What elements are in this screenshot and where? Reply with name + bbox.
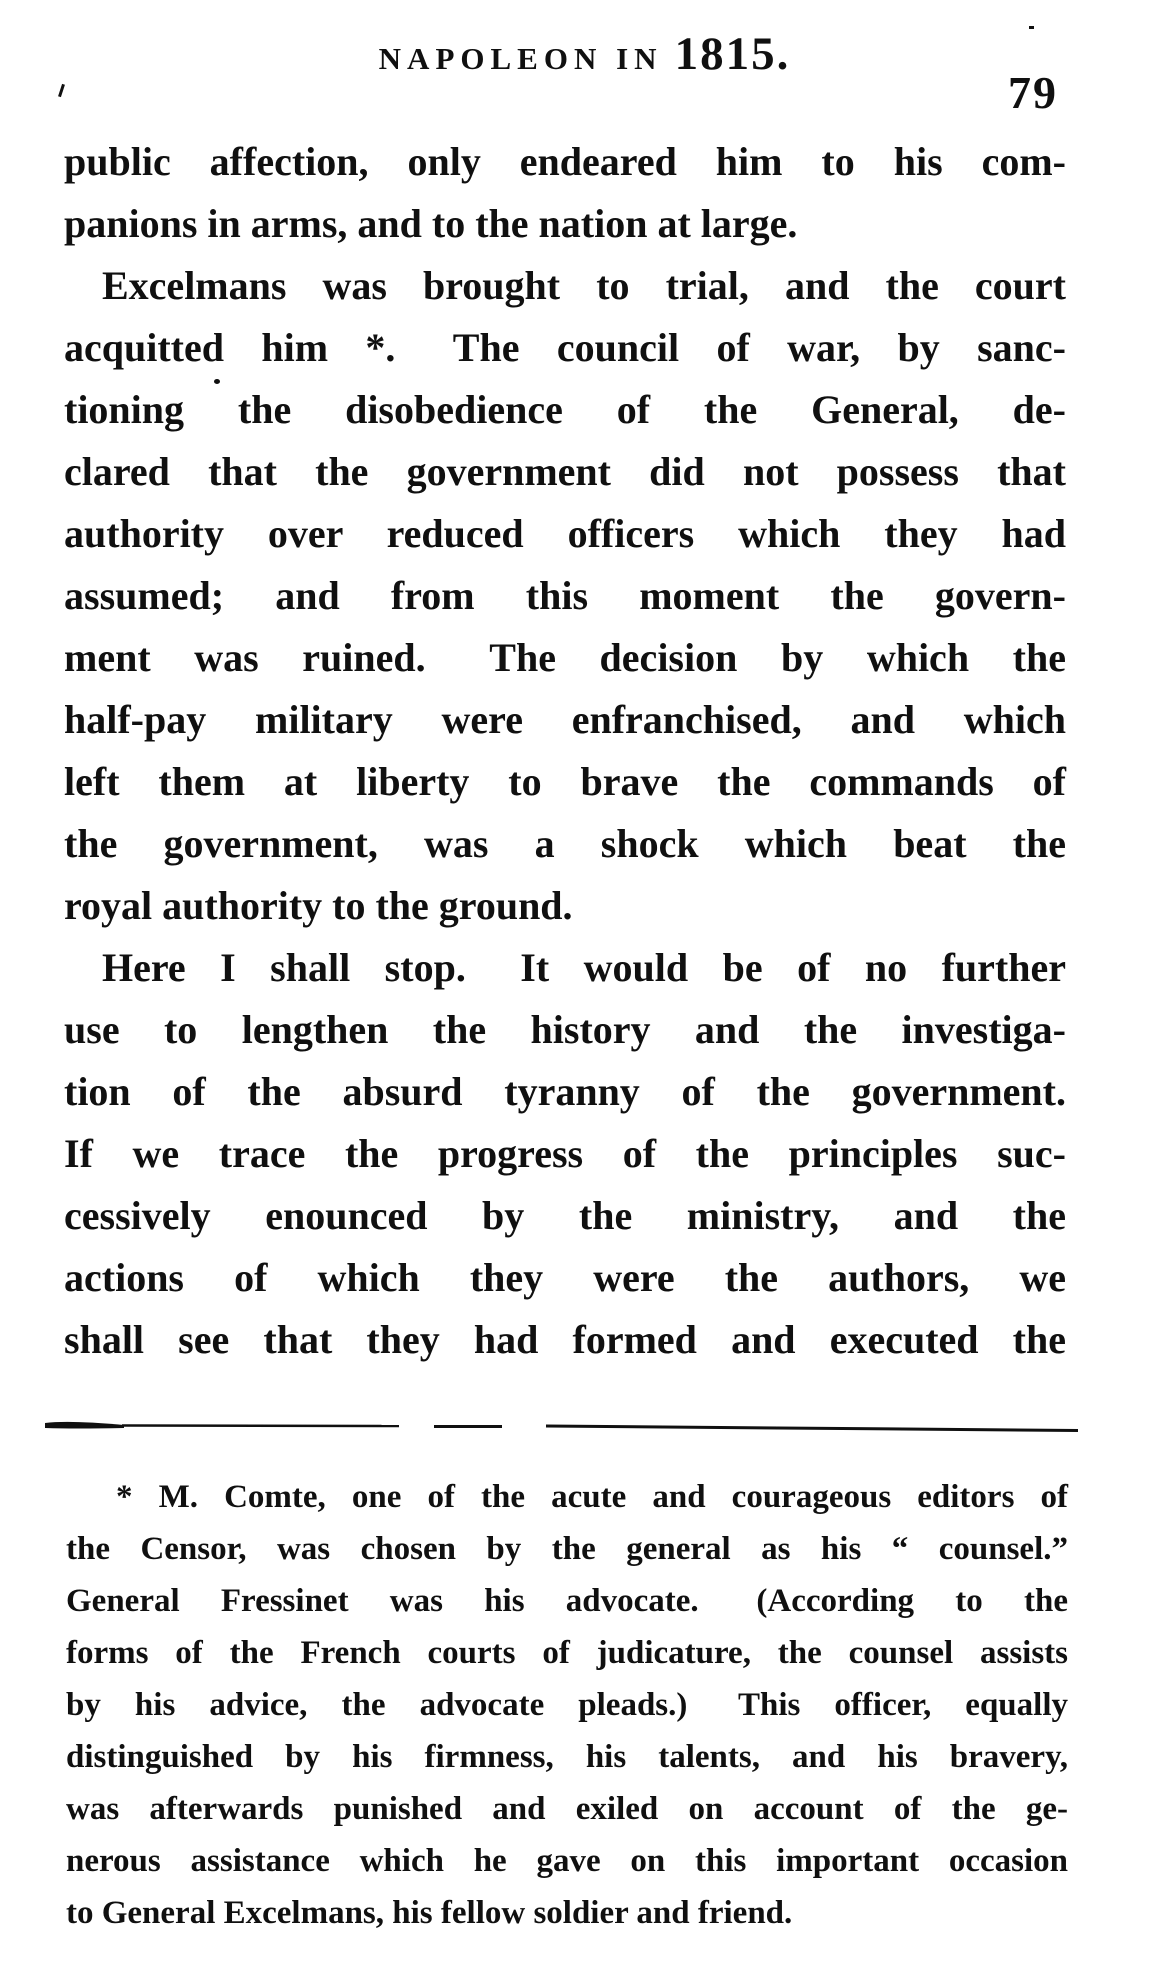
text-line: half-pay military were enfranchised, and which	[64, 697, 1066, 742]
scan-speck	[214, 379, 220, 384]
text-line: the Censor, was chosen by the general as his “ counsel.”	[66, 1531, 1068, 1567]
text-line: cessively enounced by the ministry, and the	[64, 1193, 1066, 1238]
text-line: royal authority to the ground.	[64, 883, 573, 928]
paragraph	[64, 131, 1066, 255]
text-line: clared that the government did not possess that	[64, 449, 1066, 494]
separator-rule-strokes	[44, 1417, 1084, 1435]
text-line: tion of the absurd tyranny of the government.	[64, 1069, 1066, 1114]
text-line: the government, was a shock which beat the	[64, 821, 1066, 866]
text-line: forms of the French courts of judicature, the counsel assists	[66, 1635, 1068, 1671]
text-line: authority over reduced officers which they had	[64, 511, 1066, 556]
text-line: public affection, only endeared him to his com-	[64, 139, 1066, 184]
body-text	[64, 131, 1066, 1371]
text-line: tioning the disobedience of the General, de-	[64, 387, 1066, 432]
text-line: acquitted him *. The council of war, by sanc-	[64, 325, 1066, 370]
paragraph	[64, 937, 1066, 1371]
text-line: Here I shall stop. It would be of no further	[102, 945, 1066, 990]
text-line: was afterwards punished and exiled on account of the ge-	[66, 1791, 1068, 1827]
running-title-year: 1815.	[674, 28, 791, 80]
page-number: 79	[1008, 67, 1058, 118]
running-title	[0, 26, 1155, 93]
scan-speck	[1029, 26, 1034, 29]
text-line: to General Excelmans, his fellow soldier and friend.	[66, 1895, 793, 1931]
text-line: by his advice, the advocate pleads.) This officer, equally	[66, 1687, 1068, 1723]
text-line: panions in arms, and to the nation at large.	[64, 201, 798, 246]
text-line: shall see that they had formed and executed the	[64, 1317, 1066, 1362]
text-line: distinguished by his firmness, his talents, and his bravery,	[66, 1739, 1068, 1775]
text-line: Excelmans was brought to trial, and the court	[102, 263, 1066, 308]
text-line: use to lengthen the history and the investiga-	[64, 1007, 1066, 1052]
page-header	[0, 26, 1155, 118]
paragraph	[64, 255, 1066, 937]
running-title-text: NAPOLEON IN	[378, 41, 663, 76]
text-line: assumed; and from this moment the govern-	[64, 573, 1066, 618]
text-line: General Fressinet was his advocate. (According to the	[66, 1583, 1068, 1619]
text-line: actions of which they were the authors, we	[64, 1255, 1066, 1300]
footnote-separator	[44, 1417, 1084, 1435]
text-line: If we trace the progress of the principles suc-	[64, 1131, 1066, 1176]
text-line: ment was ruined. The decision by which the	[64, 635, 1066, 680]
text-line: * M. Comte, one of the acute and courageous editors of	[116, 1479, 1068, 1515]
text-line: left them at liberty to brave the commands of	[64, 759, 1066, 804]
text-line: nerous assistance which he gave on this important occasion	[66, 1843, 1068, 1879]
footnote	[66, 1471, 1068, 1939]
